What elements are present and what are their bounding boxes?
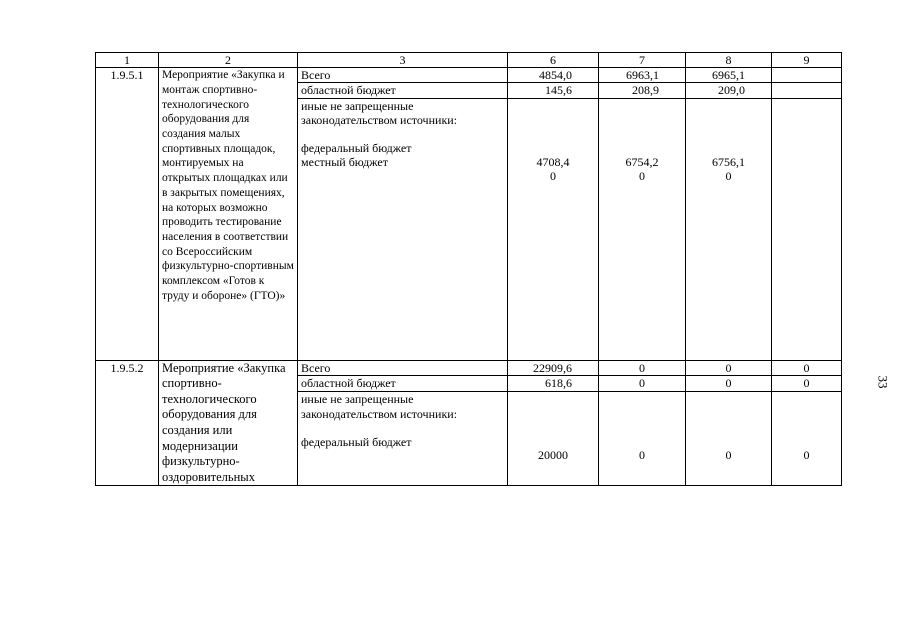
value-cell: 4854,0: [508, 68, 599, 83]
value-cell: 208,9: [599, 83, 686, 98]
local-value: 0: [639, 168, 645, 183]
value-cell: 6963,1: [599, 68, 686, 83]
value-cell: [772, 68, 842, 83]
local-value: 0: [550, 168, 556, 183]
value-cell: [508, 392, 599, 486]
item-code: 1.9.5.1: [96, 68, 159, 360]
value-cell: 618,6: [508, 376, 599, 392]
local-label: местный бюджет: [301, 155, 388, 170]
item-code: 1.9.5.2: [96, 360, 159, 486]
header-cell: 8: [686, 53, 772, 68]
item-name: Мероприятие «Закупка и монтаж спортивно-технологического оборудования для создания малых спортивных площадок, монтируемых на открытых площадках или в закрытых помещениях, на которых возможно проводить тестирование населения в соответствии со Всероссийским физкультурно-спортивным комплексом «Готов к труду и обороне» (ГТО)»: [159, 68, 298, 360]
federal-value: 0: [639, 448, 645, 463]
value-cell: [599, 98, 686, 360]
federal-value: 0: [803, 448, 810, 463]
table-row-total: [96, 68, 842, 83]
regional-label: областной бюджет: [298, 83, 508, 98]
value-cell: 0: [772, 376, 842, 392]
value-cell: 0: [599, 376, 686, 392]
header-cell: 3: [298, 53, 508, 68]
value-cell: [599, 392, 686, 486]
value-cell: 6965,1: [686, 68, 772, 83]
total-label: Всего: [298, 360, 508, 376]
federal-label: федеральный бюджет: [301, 434, 412, 449]
header-row: [96, 53, 842, 68]
value-cell: 209,0: [686, 83, 772, 98]
value-cell: [686, 98, 772, 360]
federal-value: 6756,1: [712, 154, 745, 169]
federal-value: 20000: [538, 448, 568, 463]
value-cell: [772, 98, 842, 360]
total-label: Всего: [298, 68, 508, 83]
budget-table: [95, 52, 842, 486]
value-cell: [508, 98, 599, 360]
value-cell: 145,6: [508, 83, 599, 98]
item-name: Мероприятие «Закупка спортивно-технологического оборудования для создания или модернизации физкультурно-оздоровительных: [159, 360, 298, 486]
header-cell: 1: [96, 53, 159, 68]
other-sources-cell: [298, 98, 508, 360]
federal-value: 6754,2: [625, 154, 659, 169]
other-sources-cell: [298, 392, 508, 486]
value-cell: [686, 392, 772, 486]
value-cell: 0: [686, 360, 772, 376]
local-value: 0: [725, 168, 732, 183]
header-cell: 6: [508, 53, 599, 68]
federal-label: федеральный бюджет: [301, 141, 412, 156]
header-cell: 2: [159, 53, 298, 68]
federal-value: 4708,4: [536, 154, 570, 169]
federal-value: 0: [725, 448, 732, 463]
regional-label: областной бюджет: [298, 376, 508, 392]
other-sources-label: иные не запрещенные законодательством источники:: [301, 98, 458, 127]
value-cell: 0: [599, 360, 686, 376]
value-cell: 22909,6: [508, 360, 599, 376]
table-row-total: [96, 360, 842, 376]
header-cell: 9: [772, 53, 842, 68]
value-cell: [772, 83, 842, 98]
value-cell: 0: [686, 376, 772, 392]
header-cell: 7: [599, 53, 686, 68]
other-sources-label: иные не запрещенные законодательством источники:: [301, 392, 458, 421]
value-cell: 0: [772, 360, 842, 376]
page-number: 33: [875, 375, 891, 389]
value-cell: [772, 392, 842, 486]
